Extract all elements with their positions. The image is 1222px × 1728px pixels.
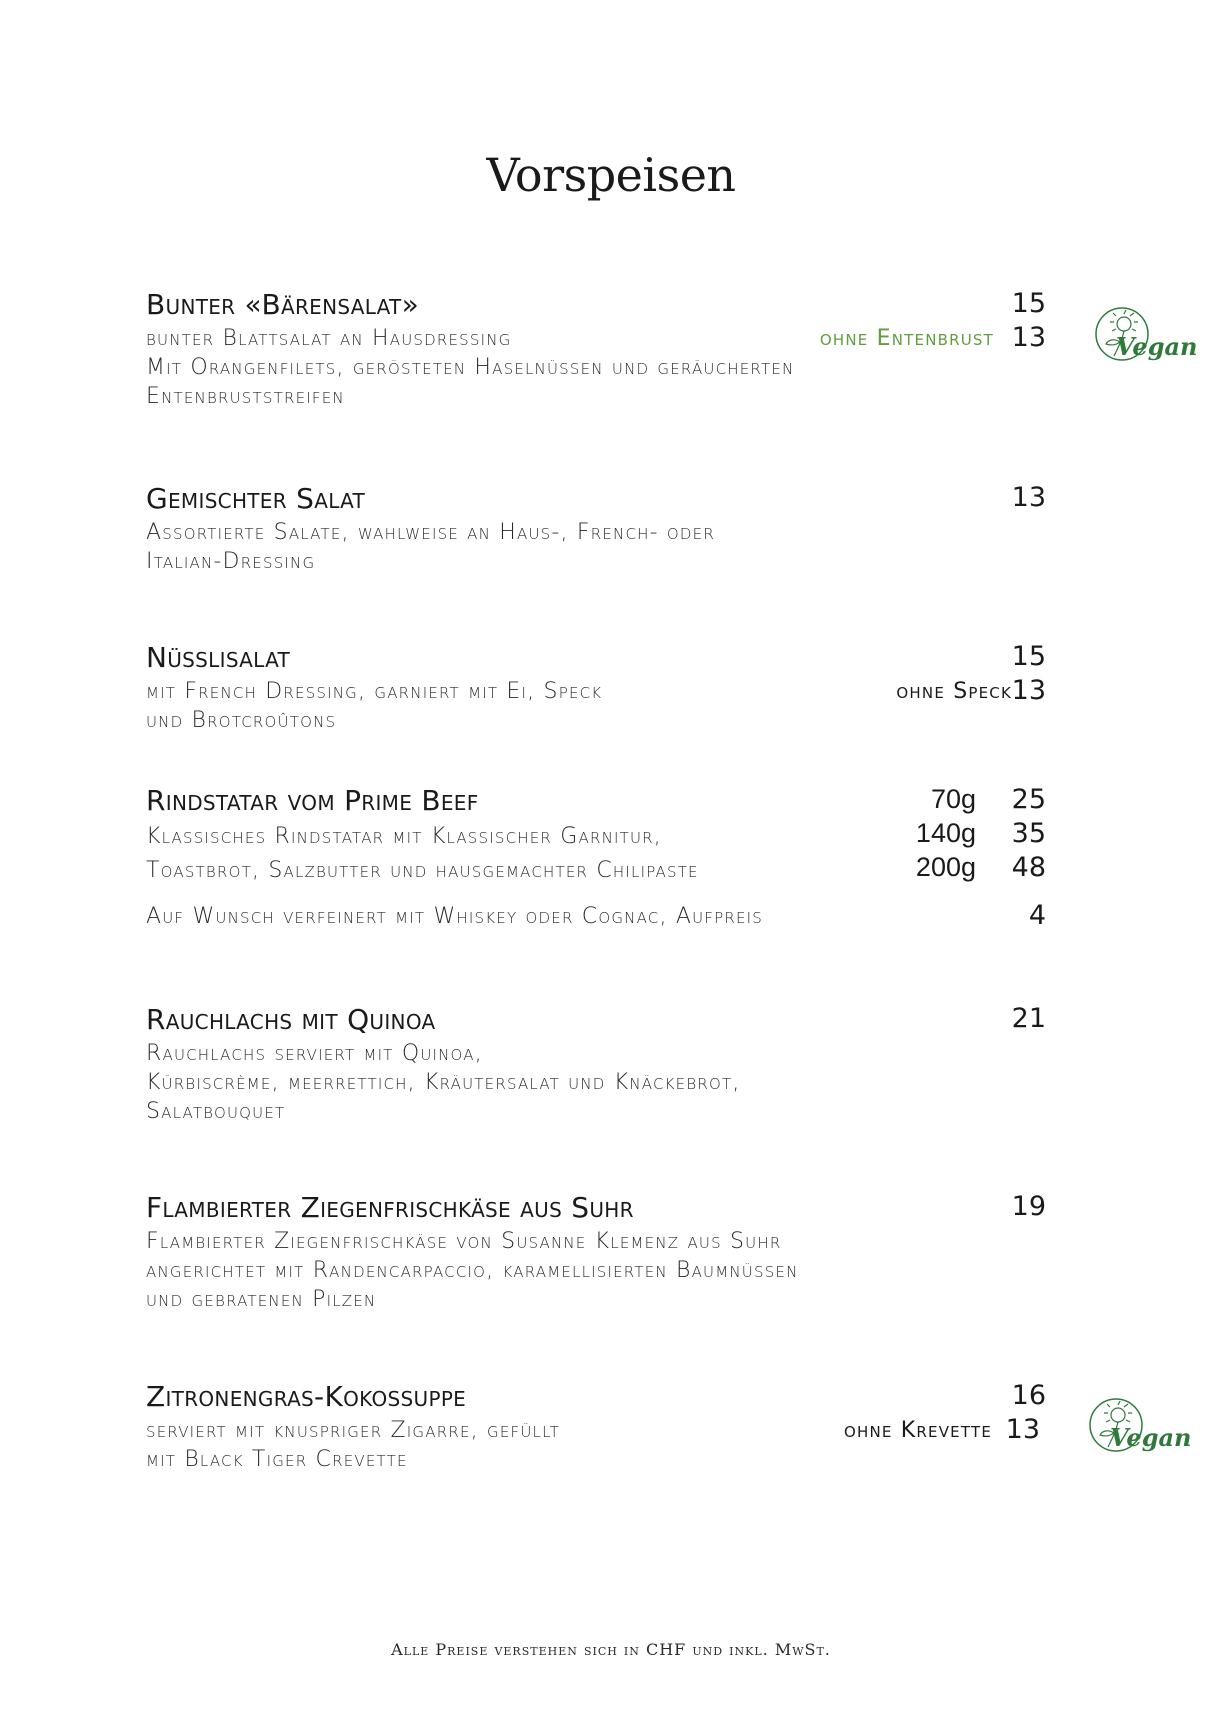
dish-name: Flambierter Ziegenfrischkäse aus Suhr xyxy=(146,1191,634,1224)
dish-item xyxy=(146,1380,1046,1474)
footer-note: Alle Preise verstehen sich in CHF und inkl. MwSt. xyxy=(391,1640,831,1659)
portion-weight: 70g xyxy=(930,784,976,814)
dish-description: Rauchlachs serviert mit Quinoa, xyxy=(146,1041,483,1066)
dish-name: Zitronengras-Kokossuppe xyxy=(146,1380,467,1413)
dish-description: und gebratenen Pilzen xyxy=(146,1287,377,1312)
dish-name: Rauchlachs mit Quinoa xyxy=(146,1003,436,1036)
dish-description: bunter Blattsalat an Hausdressing xyxy=(146,326,512,351)
extra-price: 4 xyxy=(1028,900,1046,931)
dish-item xyxy=(146,1003,1046,1126)
option-price: 13 xyxy=(1011,322,1046,353)
dish-description: Salatbouquet xyxy=(146,1099,286,1124)
dish-description: Klassisches Rindstatar mit Klassischer Garnitur, xyxy=(146,824,662,849)
dish-item xyxy=(146,641,1046,735)
portion-price: 35 xyxy=(1011,818,1046,849)
dish-price: 19 xyxy=(1011,1191,1046,1222)
dish-name: Bunter «Bärensalat» xyxy=(146,288,420,321)
dish-description: mit Black Tiger Crevette xyxy=(146,1447,408,1472)
portion-price: 48 xyxy=(1011,852,1046,883)
vegan-label: Vegan xyxy=(1110,1423,1192,1452)
portion-price: 25 xyxy=(1011,784,1046,815)
dish-name: Gemischter Salat xyxy=(146,482,366,515)
dish-description: Assortierte Salate, wahlweise an Haus-, French- oder xyxy=(146,520,715,545)
dish-price: 15 xyxy=(1011,288,1046,319)
dish-price: 13 xyxy=(1011,482,1046,513)
option-price: 13 xyxy=(1005,1414,1040,1445)
dish-name: Nüsslisalat xyxy=(146,641,291,674)
option-price: 13 xyxy=(1011,675,1046,706)
dish-description: angerichtet mit Randencarpaccio, karamellisierten Baumnüssen xyxy=(146,1258,799,1283)
dish-description: Italian-Dressing xyxy=(146,549,316,574)
vegan-badge xyxy=(1082,1395,1192,1475)
dish-item xyxy=(146,784,1046,931)
option-label: ohne Entenbrust xyxy=(819,326,994,351)
dish-price: 15 xyxy=(1011,641,1046,672)
dish-description: serviert mit knuspriger Zigarre, gefüllt xyxy=(146,1418,560,1443)
dish-description: Mit Orangenfilets, gerösteten Haselnüssen und geräucherten xyxy=(146,355,795,380)
portion-weight: 200g xyxy=(915,852,976,882)
dish-price: 21 xyxy=(1011,1003,1046,1034)
option-label: ohne Speck xyxy=(896,679,1012,704)
dish-description: und Brotcroûtons xyxy=(146,708,337,733)
dish-description: mit French Dressing, garniert mit Ei, Speck xyxy=(146,679,603,704)
dish-name: Rindstatar vom Prime Beef xyxy=(146,784,479,817)
dish-price: 16 xyxy=(1011,1380,1046,1411)
vegan-badge xyxy=(1088,304,1198,384)
portion-weight: 140g xyxy=(915,818,976,848)
dish-description: Flambierter Ziegenfrischkäse von Susanne Klemenz aus Suhr xyxy=(146,1229,782,1254)
page-title: Vorspeisen xyxy=(486,148,736,202)
dish-item xyxy=(146,288,1046,411)
extra-label: Auf Wunsch verfeinert mit Whiskey oder Cognac, Aufpreis xyxy=(146,904,763,929)
option-label: ohne Krevette xyxy=(844,1418,992,1443)
vegan-label: Vegan xyxy=(1116,332,1198,361)
dish-description: Entenbruststreifen xyxy=(146,384,345,409)
dish-description: Kürbiscrème, meerrettich, Kräutersalat und Knäckebrot, xyxy=(146,1070,741,1095)
dish-description: Toastbrot, Salzbutter und hausgemachter Chilipaste xyxy=(146,858,699,883)
dish-item xyxy=(146,1191,1046,1314)
dish-item xyxy=(146,482,1046,576)
